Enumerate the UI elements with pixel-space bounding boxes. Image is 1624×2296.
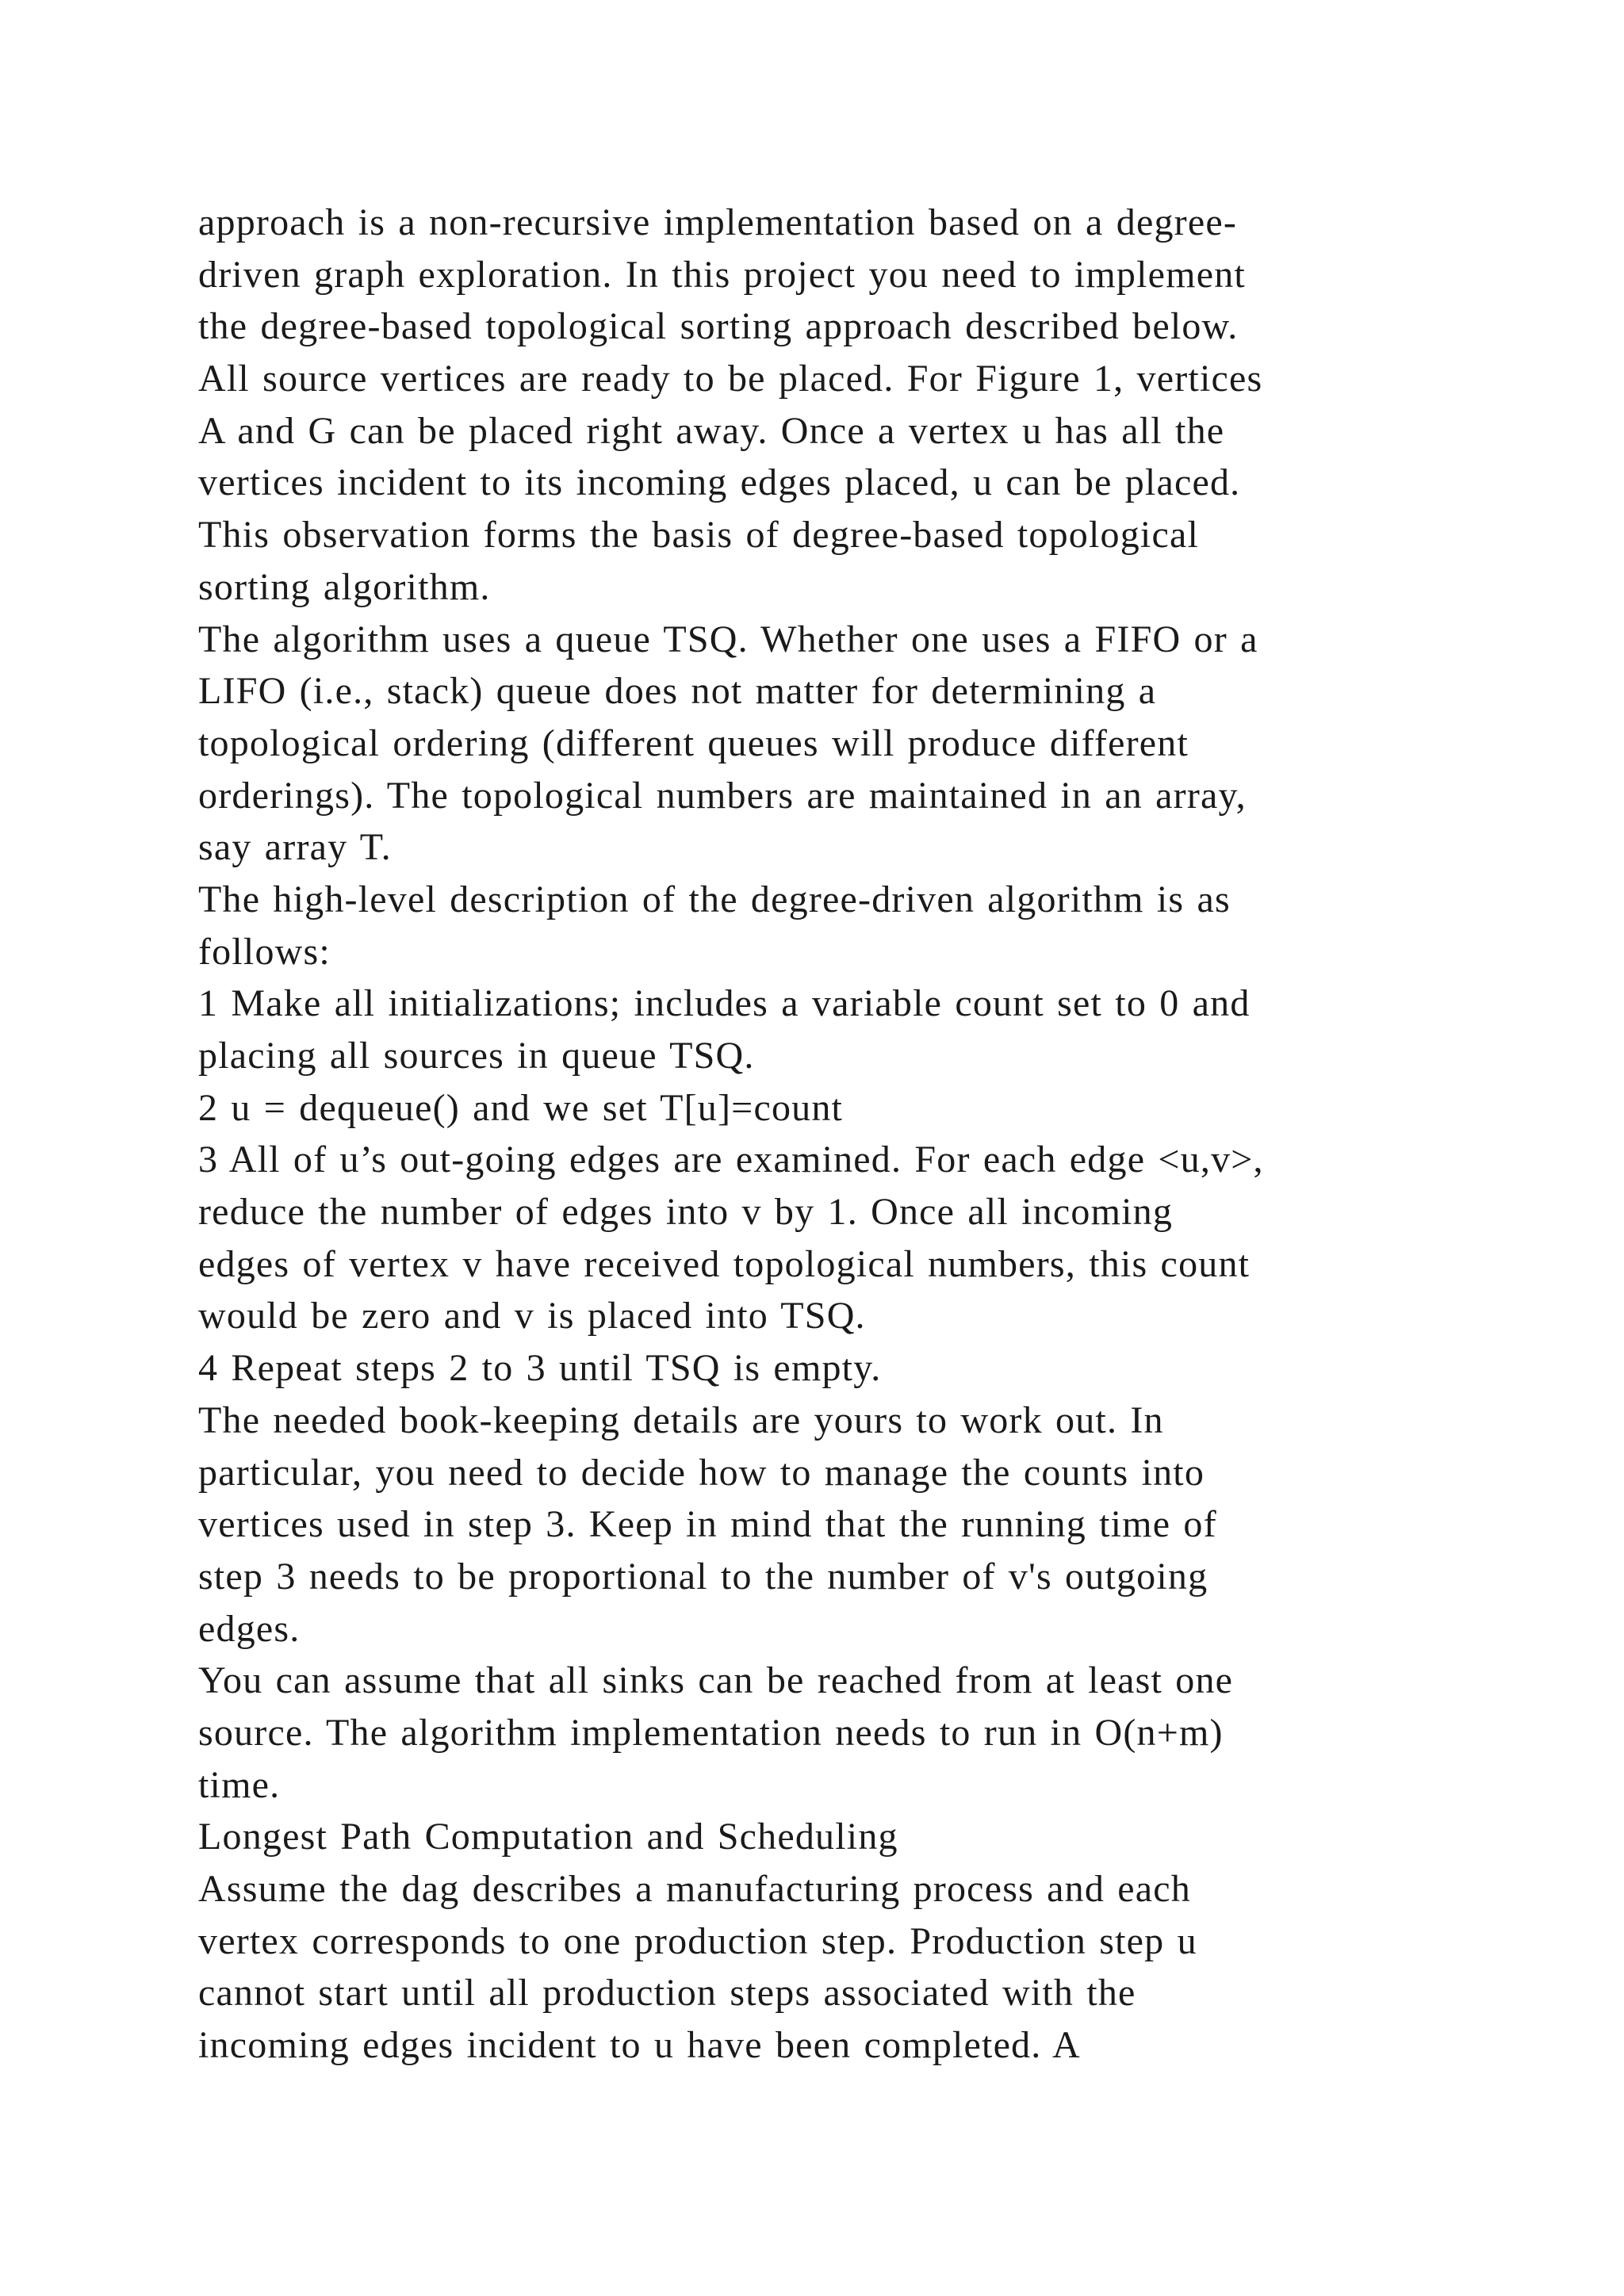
text-line: approach is a non-recursive implementation based on a degree- bbox=[198, 201, 1238, 243]
text-line: the degree-based topological sorting approach described below. bbox=[198, 305, 1239, 348]
text-line: edges. bbox=[198, 1607, 301, 1650]
text-line: Assume the dag describes a manufacturing process and each bbox=[198, 1868, 1191, 1910]
text-line: All source vertices are ready to be placed. For Figure 1, vertices bbox=[198, 358, 1263, 400]
text-line: follows: bbox=[198, 930, 331, 973]
text-line: 1 Make all initializations; includes a variable count set to 0 and bbox=[198, 982, 1251, 1025]
text-line: 4 Repeat steps 2 to 3 until TSQ is empty. bbox=[198, 1347, 882, 1390]
text-line: A and G can be placed right away. Once a vertex u has all the bbox=[198, 409, 1225, 452]
text-line: You can assume that all sinks can be reached from at least one bbox=[198, 1659, 1234, 1702]
text-line: vertex corresponds to one production step. Production step u bbox=[198, 1919, 1197, 1962]
text-line: 2 u = dequeue() and we set T[u]=count bbox=[198, 1086, 844, 1129]
text-line: The needed book-keeping details are yours to work out. In bbox=[198, 1399, 1164, 1441]
text-line: driven graph exploration. In this project you need to implement bbox=[198, 253, 1246, 296]
text-line: 3 All of u’s out-going edges are examined. For each edge <u,v>, bbox=[198, 1138, 1264, 1181]
text-line: time. bbox=[198, 1763, 281, 1806]
text-line: This observation forms the basis of degree-based topological bbox=[198, 514, 1200, 557]
text-line: say array T. bbox=[198, 826, 392, 869]
text-line: placing all sources in queue TSQ. bbox=[198, 1035, 755, 1077]
text-line: vertices incident to its incoming edges placed, u can be placed. bbox=[198, 461, 1241, 504]
text-line: step 3 needs to be proportional to the number of v's outgoing bbox=[198, 1555, 1208, 1598]
text-line: reduce the number of edges into v by 1. Once all incoming bbox=[198, 1191, 1174, 1234]
text-line: source. The algorithm implementation needs to run in O(n+m) bbox=[198, 1711, 1224, 1754]
text-line: orderings). The topological numbers are maintained in an array, bbox=[198, 774, 1247, 817]
section-heading-line: Longest Path Computation and Scheduling bbox=[198, 1816, 898, 1858]
text-line: sorting algorithm. bbox=[198, 565, 491, 608]
text-line: particular, you need to decide how to manage the counts into bbox=[198, 1451, 1205, 1494]
text-line: vertices used in step 3. Keep in mind that the running time of bbox=[198, 1503, 1217, 1546]
text-line: would be zero and v is placed into TSQ. bbox=[198, 1295, 866, 1337]
text-line: cannot start until all production steps associated with the bbox=[198, 1972, 1136, 2015]
text-line: The high-level description of the degree-driven algorithm is as bbox=[198, 878, 1231, 920]
text-line: topological ordering (different queues will produce different bbox=[198, 721, 1189, 764]
text-line: The algorithm uses a queue TSQ. Whether one uses a FIFO or a bbox=[198, 618, 1258, 660]
document-body-text bbox=[198, 197, 1562, 2072]
text-line: edges of vertex v have received topological numbers, this count bbox=[198, 1242, 1251, 1285]
text-line: incoming edges incident to u have been completed. A bbox=[198, 2024, 1081, 2067]
text-line: LIFO (i.e., stack) queue does not matter for determining a bbox=[198, 670, 1157, 713]
